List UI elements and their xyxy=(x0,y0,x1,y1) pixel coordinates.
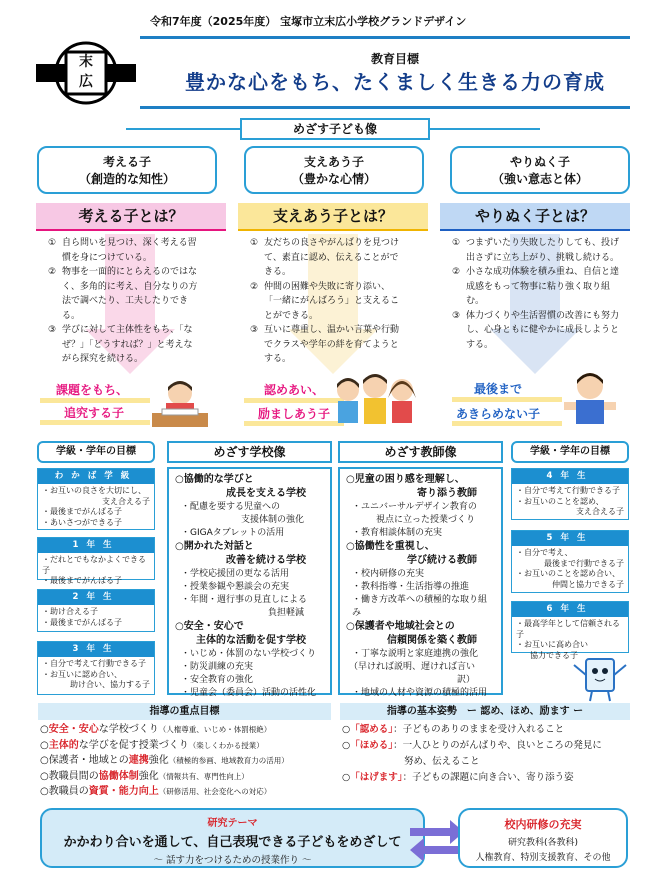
research-title: かかわり合いを通して、自己表現できる子どもをめざして xyxy=(63,835,402,850)
grade-line: ・お互いに認め合い、 xyxy=(42,669,122,679)
highlight-bar xyxy=(452,421,562,426)
header-title: 令和7年度（2025年度） 宝塚市立末広小学校グランドデザイン xyxy=(150,15,467,28)
logo-char-top: 末 xyxy=(79,54,93,70)
focus-list xyxy=(40,722,335,800)
section-item: ・授業参観や懇談会の充実 xyxy=(181,582,290,592)
grade-title: 6年生 xyxy=(512,602,628,617)
item-number: ② xyxy=(452,267,461,277)
section-item: ・いじめ・体罰のない学校づくり xyxy=(181,649,317,659)
research-theme-box xyxy=(40,808,425,868)
desc-item: つまずいたり失敗したりしても、投げ出さずに立ち上がり、挑戦し続ける。 xyxy=(466,238,620,263)
grade-box-5 xyxy=(511,530,629,593)
desc-item: 互いに尊重し、温かい言葉や行動でクラスや学年の絆を育てようとする。 xyxy=(264,325,400,364)
item-number: ③ xyxy=(452,310,461,321)
goal-text: 豊かな心をもち、たくましく生きる力の育成 xyxy=(185,70,605,94)
focus-item xyxy=(40,784,335,800)
grade-box-2 xyxy=(37,589,155,632)
header-rule xyxy=(140,36,630,39)
grade-title: 5年生 xyxy=(512,531,628,546)
item-number: ① xyxy=(452,238,461,248)
section-heading: ○協働的な学びと xyxy=(175,474,254,485)
section-heading: 主体的な活動を促す学校 xyxy=(196,635,306,646)
kounai-line2: 人権教育、特別支援教育、その他 xyxy=(475,853,611,863)
section-item: （早ければ説明、遅ければ言い訳） xyxy=(348,662,475,685)
grade-line: ・お互いのことを認め合い、 xyxy=(516,569,620,578)
section-heading: 学び続ける教師 xyxy=(407,555,477,566)
slogan-support-1: 認めあい、 xyxy=(264,383,325,397)
section-heading: 寄り添う教師 xyxy=(417,488,477,499)
grade-title: 2年生 xyxy=(38,590,154,605)
grade-line: ・あいさつができる子 xyxy=(42,517,122,527)
grade-box-1 xyxy=(37,537,155,585)
grade-line: 助け合い、協力する子 xyxy=(70,680,150,689)
item-number: ② xyxy=(250,281,259,292)
focus-heading: 指導の重点目標 xyxy=(38,703,331,720)
section-heading: 成長を支える学校 xyxy=(226,488,306,499)
toha-underline xyxy=(440,229,630,231)
highlight-bar xyxy=(244,421,344,426)
divider xyxy=(430,128,540,130)
ideal-subtitle: （創造的な知性） xyxy=(78,172,175,186)
exchange-arrows-icon xyxy=(410,818,464,864)
section-heading: ○開かれた対話と xyxy=(175,541,254,552)
grade-line: 協力できる子 xyxy=(530,650,578,660)
focus-text: な学校づくり xyxy=(98,724,159,735)
section-item: ・ユニバーサルデザイン教育の xyxy=(352,502,477,512)
research-label: 研究テーマ xyxy=(207,818,258,829)
attitude-text: ：一人ひとりのがんばりや、良いところの発見に xyxy=(393,740,602,751)
grade-box-4 xyxy=(511,468,629,520)
highlight-bar xyxy=(40,420,150,425)
research-subtitle: ～ 話す力をつけるための授業作り ～ xyxy=(153,855,312,866)
focus-item xyxy=(40,722,335,738)
prefix: ○教職員の xyxy=(40,786,89,797)
toha-underline xyxy=(36,229,226,231)
grade-line: 最後まで行動できる子 xyxy=(544,558,624,568)
slogan-support-2: 励ましあう子 xyxy=(258,407,331,421)
attitude-item xyxy=(342,754,632,770)
section-item: 負担軽減 xyxy=(267,608,304,618)
section-item: ・学校応援団の更なる活用 xyxy=(181,569,290,579)
grade-line: ・自分で考えて行動できる子 xyxy=(516,486,620,495)
desc-think xyxy=(48,236,198,367)
focus-keyword: 協働体制 xyxy=(98,770,139,782)
focus-keyword: 資質・能力向上 xyxy=(88,786,159,797)
desc-item: 体力づくりや生活習慣の改善にも努力し、心身ともに健やかに成長しようとする。 xyxy=(466,310,620,350)
attitude-text: ：子どものありのままを受け入れること xyxy=(393,724,565,735)
children-cheering-illustration xyxy=(330,368,420,434)
grade-title: 4年生 xyxy=(512,469,628,484)
ideal-title: 考える子 xyxy=(102,155,151,169)
desc-item: 自ら問いを見つけ、深く考える習慣を身につけている。 xyxy=(62,238,197,263)
attitude-keyword: 「ほめる」 xyxy=(350,740,394,751)
grade-box-wakaba xyxy=(37,468,155,530)
attitude-item: ○「はげます」：子どもの課題に向き合い、寄り添う姿 xyxy=(342,772,574,783)
ideal-box-think xyxy=(37,146,217,194)
attitude-text: 努め、伝えること xyxy=(404,756,480,767)
desc-item: 仲間の困難や失敗に寄り添い、「一緒にがんばろう」と支えることができる。 xyxy=(264,281,400,321)
section-item: ・児童会（委員会）活動の活性化 xyxy=(181,688,317,698)
school-heading: めざす学校像 xyxy=(167,441,332,463)
highlight-bar xyxy=(244,398,344,403)
child-image-heading: めざす子ども像 xyxy=(240,118,430,140)
child-determined-illustration xyxy=(560,366,620,432)
section-heading: ○安全・安心で xyxy=(175,621,244,632)
grade-line: ・だれとでもなかよくできる子 xyxy=(42,555,146,575)
slogan-think-1: 課題をもち、 xyxy=(56,383,129,397)
grade-goals-heading-right: 学級・学年の目標 xyxy=(511,441,629,463)
grade-line: ・助け合える子 xyxy=(42,607,98,616)
header-rule-bottom xyxy=(140,106,630,109)
focus-note: （人権尊重、いじめ・体罰根絶） xyxy=(158,725,272,734)
toha-support: 支えあう子とは？ xyxy=(238,203,428,229)
attitude-heading: 指導の基本姿勢 ー 認め、ほめ、励ます ー xyxy=(340,703,630,720)
desc-support xyxy=(250,236,400,367)
desc-item: 学びに対して主体性をもち、「なぜ？」「どうすれば？」と考えながら探究を続ける。 xyxy=(62,325,193,364)
attitude-item: ○「認める」：子どものありのままを受け入れること xyxy=(342,724,565,735)
attitude-keyword: 「はげます」 xyxy=(350,772,403,783)
toha-underline xyxy=(238,229,428,231)
grade-line: 支え合える子 xyxy=(576,507,624,516)
focus-note: （情報共有、専門性向上） xyxy=(158,771,249,781)
toha-persevere: やりぬく子とは？ xyxy=(440,203,630,229)
ideal-subtitle: （強い意志と体） xyxy=(491,172,588,186)
grade-line: ・お互いに高め合い xyxy=(516,640,588,649)
desc-persevere xyxy=(452,236,622,352)
focus-text: 強化 xyxy=(138,770,159,782)
section-item: ・配慮を要する児童への xyxy=(181,502,281,512)
grade-line: ・最後までがんばる子 xyxy=(42,576,122,585)
section-heading: ○保護者や地域社会との xyxy=(346,621,455,632)
school-box xyxy=(167,467,332,698)
highlight-bar xyxy=(452,397,562,402)
desc-item: 友だちの良さやがんばりを見つけて、素直に認め、伝えることができる。 xyxy=(264,238,400,277)
toha-think: 考える子とは？ xyxy=(36,203,226,229)
teacher-heading: めざす教師像 xyxy=(338,441,503,463)
slogan-persevere-1: 最後まで xyxy=(474,382,523,396)
focus-item xyxy=(40,769,335,785)
focus-text: 強化 xyxy=(148,755,169,766)
section-heading: 改善を続ける学校 xyxy=(226,555,306,566)
section-item: ・丁寧な説明と家庭連携の強化 xyxy=(352,649,479,659)
item-number: ② xyxy=(48,267,57,277)
section-item: 視点に立った授業づくり xyxy=(375,515,475,525)
mascot-illustration xyxy=(572,655,628,707)
section-item: ・校内研修の充実 xyxy=(352,569,425,579)
school-logo xyxy=(36,38,136,108)
section-item: ・年間・週行事の見直しによる xyxy=(181,595,308,605)
grade-line: ・最高学年として信頼される子 xyxy=(516,619,620,639)
desc-item: 物事を一面的にとらえるのではなく、多角的に考え、自分なりの方法で調べたり、工夫したりできる。 xyxy=(62,267,198,321)
section-item: ・防災訓練の充実 xyxy=(181,662,254,672)
grade-goals-heading-left: 学級・学年の目標 xyxy=(37,441,155,463)
prefix: ○ xyxy=(40,739,49,751)
desc-item: 小さな成功体験を積み重ね、自信と達成感をもって物事に粘り強く取り組む。 xyxy=(466,267,620,306)
grade-line: 仲間と協力できる子 xyxy=(552,579,624,589)
section-heading: ○児童の困り感を理解し、 xyxy=(346,474,465,485)
goal-label: 教育目標 xyxy=(370,52,419,66)
grade-title: 3年生 xyxy=(38,642,154,657)
item-number: ③ xyxy=(48,325,57,335)
grade-line: ・お互いの良さを大切にし、 xyxy=(42,486,146,495)
section-item: ・教育相談体制の充実 xyxy=(352,528,443,538)
slogan-think-2: 追究する子 xyxy=(64,406,125,420)
highlight-bar xyxy=(40,398,150,403)
ideal-title: やりぬく子 xyxy=(509,155,570,169)
grade-line: 支え合える子 xyxy=(102,496,150,506)
grade-title: 1年生 xyxy=(38,538,154,553)
focus-note: （楽しくわかる授業） xyxy=(188,740,264,750)
ideal-subtitle: （豊かな心情） xyxy=(291,172,376,186)
focus-note: （積極的参画、地域教育力の活用） xyxy=(168,756,289,765)
section-heading: 信頼関係を築く教師 xyxy=(387,635,477,646)
kounai-label: 校内研修の充実 xyxy=(504,818,582,831)
student-studying-illustration xyxy=(150,375,210,434)
section-item: ・地域の人材や資源の積極的活用 xyxy=(352,688,488,698)
item-number: ③ xyxy=(250,325,259,335)
grade-line: ・自分で考え、 xyxy=(516,548,573,557)
section-item: ・安全教育の強化 xyxy=(181,675,254,685)
grade-line: ・お互いのことを認め、 xyxy=(516,496,604,506)
grade-box-3 xyxy=(37,641,155,695)
grade-line: ・最後までがんばる子 xyxy=(42,617,122,627)
section-item: ・教科指導・生活指導の推進 xyxy=(352,582,470,592)
logo-char-bottom: 広 xyxy=(79,74,93,90)
focus-item xyxy=(40,753,335,769)
internal-training-box xyxy=(458,808,628,868)
kounai-line1: 研究教科(各教科) xyxy=(507,838,579,848)
focus-keyword: 主体的 xyxy=(48,739,79,751)
attitude-keyword: 「認める」 xyxy=(350,724,394,735)
attitude-text: ：子どもの課題に向き合い、寄り添う姿 xyxy=(402,772,574,783)
attitude-item: ○「ほめる」：一人ひとりのがんばりや、良いところの発見に xyxy=(342,740,602,751)
ideal-box-persevere xyxy=(450,146,630,194)
grade-box-6 xyxy=(511,601,629,660)
grade-line: ・最後までがんばる子 xyxy=(42,507,122,516)
prefix: ○教職員間の xyxy=(40,770,99,782)
slogan-persevere-2: あきらめない子 xyxy=(456,407,541,421)
attitude-list xyxy=(342,722,632,786)
focus-keyword: 連携 xyxy=(128,755,149,766)
prefix: ○保護者・地域との xyxy=(40,755,129,766)
grade-line: ・自分で考えて行動できる子 xyxy=(42,659,146,668)
section-item: 支援体制の強化 xyxy=(240,515,304,525)
section-heading: ○協働性を重視し、 xyxy=(346,541,435,552)
item-number: ① xyxy=(48,238,57,248)
focus-note: （研修活用、社会変化への対応） xyxy=(158,787,272,796)
focus-item xyxy=(40,738,335,754)
ideal-title: 支えあう子 xyxy=(303,155,364,169)
grade-title: わかば学級 xyxy=(38,469,154,484)
teacher-box xyxy=(338,467,503,698)
focus-text: な学びを促す授業づくり xyxy=(78,739,189,751)
focus-keyword: 安全・安心 xyxy=(48,724,99,735)
item-number: ① xyxy=(250,238,259,248)
divider xyxy=(126,128,240,130)
section-item: ・働き方改革への積極的な取り組み xyxy=(352,595,488,618)
ideal-box-support xyxy=(244,146,424,194)
section-item: ・GIGAタブレットの活用 xyxy=(181,528,285,538)
prefix: ○ xyxy=(40,724,49,735)
